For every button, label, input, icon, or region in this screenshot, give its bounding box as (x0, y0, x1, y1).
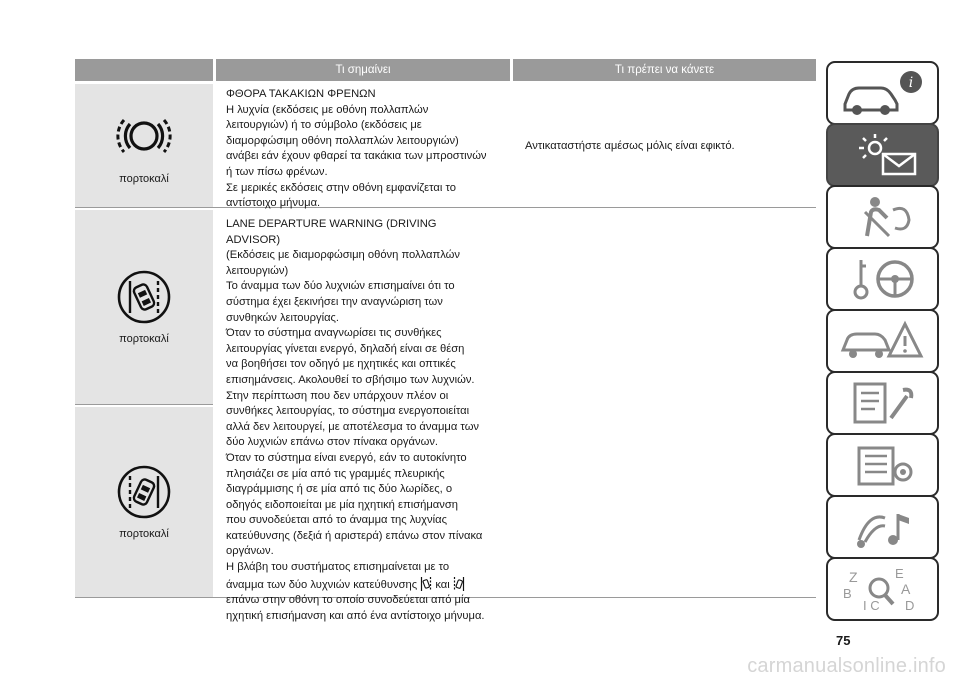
description-line: ΦΘΟΡΑ ΤΑΚΑΚΙΩΝ ΦΡΕΝΩΝ (226, 88, 376, 100)
description-line: αντίστοιχο μήνυμα. (226, 197, 321, 210)
description-line: να βοηθήσει τον οδηγό με ηχητικές και οπτικές (226, 358, 456, 371)
description-line-with-icons (226, 576, 511, 594)
description-line: ηχητική επισήμανση και από ένα αντίστοιχο μήνυμα. (226, 609, 485, 622)
warning-icon-cell (75, 210, 213, 404)
svg-text:i: i (908, 75, 913, 91)
description-line: δύο λυχνιών επάνω στον πίνακα οργάνων. (226, 436, 439, 449)
description-line: επισημάνσεις. Ακολουθεί το σβήσιμο των λυχνιών. (226, 373, 475, 386)
description-line: που συνοδεύεται από το άναμμα της λυχνίας (226, 514, 447, 527)
brake-pad-action: Αντικαταστήστε αμέσως μόλις είναι εφικτό. (525, 140, 735, 152)
description-line: σύστημα έχει ξεκινήσει την αναγνώριση των (226, 295, 443, 308)
description-line: επάνω στην οθόνη το οποίο συνοδεύεται από μία (226, 594, 470, 607)
tab-starting-driving[interactable] (826, 247, 939, 311)
tab-multimedia[interactable] (826, 495, 939, 559)
car-info-icon (835, 68, 931, 118)
description-line: διαμορφώσιμη οθόνη πολλαπλών λειτουργιών) (226, 134, 459, 147)
description-line: Στην περίπτωση που δεν υπάρχουν πλέον οι (226, 389, 449, 402)
color-label: πορτοκαλί (119, 333, 169, 345)
description-line: (Εκδόσεις με διαμορφώσιμη οθόνη πολλαπλών (226, 249, 460, 262)
color-label: πορτοκαλί (119, 528, 169, 540)
alphabet-index-icon (835, 564, 931, 614)
description-line: Το άναμμα των δύο λυχνιών επισημαίνει ότι το (226, 280, 455, 293)
tab-maintenance[interactable] (826, 371, 939, 435)
tab-emergency[interactable] (826, 309, 939, 373)
tab-warning-lights[interactable] (826, 123, 939, 187)
svg-text:Z: Z (848, 569, 858, 585)
lane-departure-left-icon (420, 576, 432, 592)
description-line: Όταν το σύστημα αναγνωρίσει τις συνθήκες (226, 327, 442, 340)
table-header-what-to-do: Τι πρέπει να κάνετε (513, 59, 816, 81)
brake-pad-description (226, 87, 511, 212)
inline-text: άναμμα των δύο λυχνιών κατεύθυνσης (226, 578, 418, 591)
tab-car-info[interactable] (826, 61, 939, 125)
svg-text:B: B (842, 586, 852, 601)
svg-text:A: A (900, 581, 910, 597)
svg-text:D: D (904, 598, 914, 613)
page-number: 75 (836, 633, 851, 648)
lane-departure-right-icon (453, 576, 465, 592)
lane-departure-icon (116, 269, 172, 325)
warning-icon-cell (75, 84, 213, 207)
warning-icon-cell (75, 407, 213, 597)
key-steering-icon (835, 254, 931, 304)
description-line: ή των πίσω φρένων. (226, 165, 328, 178)
emergency-icon (835, 316, 931, 366)
tab-safety[interactable] (826, 185, 939, 249)
description-line: λειτουργίας γίνεται ενεργό, δηλαδή είναι σε θέση (226, 342, 465, 355)
svg-text:E: E (894, 566, 904, 581)
description-line: ανάβει εάν έχουν φθαρεί τα τακάκια των μπροστινών (226, 150, 487, 163)
description-line: κατεύθυνσης (δεξιά ή αριστερά) επάνω στον πίνακα (226, 529, 483, 542)
multimedia-icon (835, 502, 931, 552)
description-line: πλησιάζει σε μία από τις γραμμές πλευρικής (226, 467, 445, 480)
tab-technical-data[interactable] (826, 433, 939, 497)
description-line: λειτουργιών) (226, 264, 289, 277)
description-line: αλλά δεν λειτουργεί, με αποτέλεσμα το άναμμα των (226, 420, 480, 433)
description-line: λειτουργιών) ή το σύμβολο (εκδόσεις με (226, 119, 422, 132)
svg-text:I C: I C (862, 598, 880, 613)
table-header-what-it-means: Τι σημαίνει (216, 59, 510, 81)
description-line: διαγράμμισης ή σε μία από τις δύο λωρίδες, ο (226, 483, 453, 496)
inline-text: και (435, 578, 450, 591)
description-line: Σε μερικές εκδόσεις στην οθόνη εμφανίζεται το (226, 181, 456, 194)
maintenance-icon (835, 378, 931, 428)
description-line: συνθηκών λειτουργίας. (226, 311, 340, 324)
row-divider (75, 404, 213, 405)
lane-departure-icon (116, 464, 172, 520)
watermark: carmanualsonline.info (747, 655, 946, 677)
brake-pad-wear-icon (115, 107, 173, 165)
description-line: Όταν το σύστημα είναι ενεργό, εάν το αυτοκίνητο (226, 451, 467, 464)
color-label: πορτοκαλί (119, 172, 169, 185)
tab-index[interactable] (826, 557, 939, 621)
description-line: Η λυχνία (εκδόσεις με οθόνη πολλαπλών (226, 103, 429, 116)
technical-data-icon (835, 440, 931, 490)
description-line: οδηγός ειδοποιείται με μία ηχητική επισήμανση (226, 498, 458, 511)
description-line: συνθήκες λειτουργίας, το σύστημα ενεργοποιείται (226, 405, 470, 418)
description-line: Η βλάβη του συστήματος επισημαίνεται με το (226, 561, 450, 574)
description-line: ADVISOR) (226, 233, 281, 246)
seatbelt-airbag-icon (835, 192, 931, 242)
description-line: οργάνων. (226, 545, 274, 558)
lane-departure-description (226, 217, 511, 624)
description-line: LANE DEPARTURE WARNING (DRIVING (226, 218, 437, 230)
warning-light-message-icon (835, 130, 931, 180)
table-header-blank (75, 59, 213, 81)
